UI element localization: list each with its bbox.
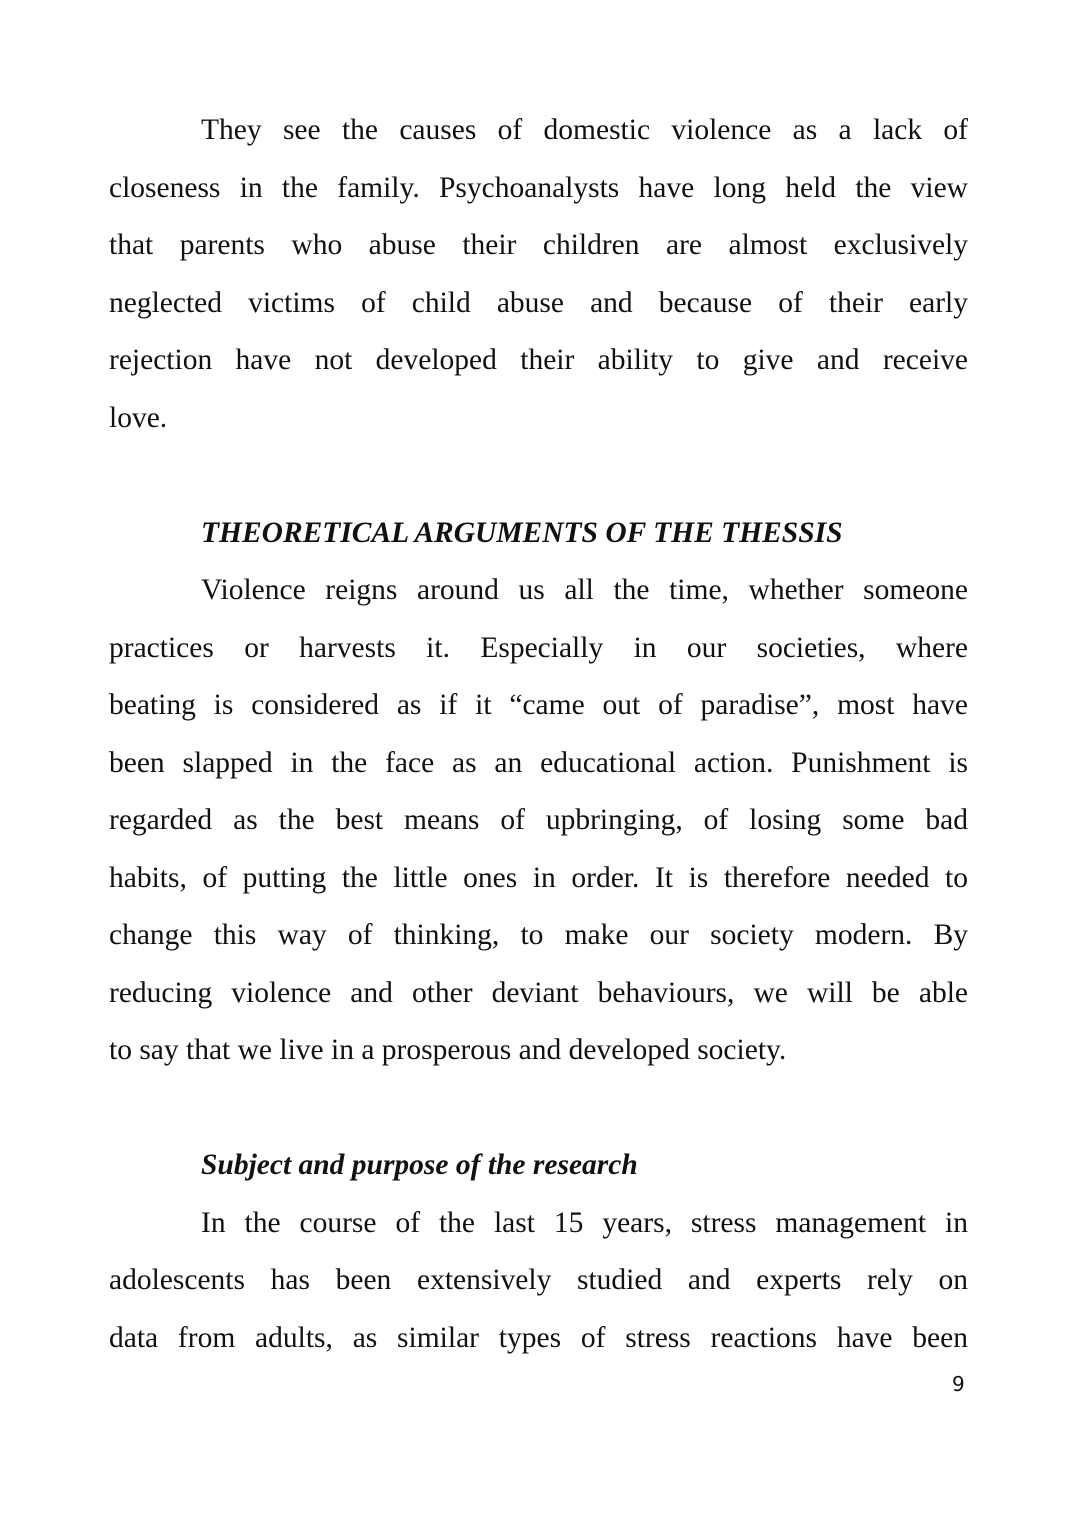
text-line: beating is considered as if it “came out of paradise”, most have (109, 689, 968, 721)
text-line: habits, of putting the little ones in order. It is therefore needed to (109, 861, 968, 894)
text-line: reducing violence and other deviant behaviours, we will be able (109, 976, 968, 1009)
text-line: regarded as the best means of upbringing, of losing some bad (109, 804, 968, 836)
spacer (109, 1089, 968, 1147)
text-line: to say that we live in a prosperous and developed society. (109, 1034, 787, 1066)
paragraph-violence (109, 571, 968, 1089)
text-line: love. (109, 401, 168, 434)
paragraph-causes (109, 111, 968, 456)
text-line: adolescents has been extensively studied and experts rely on (109, 1264, 968, 1296)
paragraph-research (109, 1204, 968, 1377)
text-line: neglected victims of child abuse and because of their early (109, 286, 968, 319)
text-line: been slapped in the face as an educational action. Punishment is (109, 746, 968, 779)
spacer (109, 456, 968, 514)
page-number: 9 (952, 1372, 965, 1396)
text-line: In the course of the last 15 years, stress management in (201, 1206, 968, 1239)
text-line: practices or harvests it. Especially in our societies, where (109, 631, 968, 664)
subsection-heading: Subject and purpose of the research (201, 1149, 638, 1181)
text-line: change this way of thinking, to make our society modern. By (109, 919, 968, 951)
text-line: data from adults, as similar types of stress reactions have been (109, 1321, 968, 1354)
document-page (109, 111, 968, 1376)
section-heading: THEORETICAL ARGUMENTS OF THE THESSIS (201, 516, 843, 549)
text-line: Violence reigns around us all the time, whether someone (201, 574, 968, 606)
text-line: They see the causes of domestic violence as a lack of (201, 114, 968, 146)
text-line: closeness in the family. Psychoanalysts have long held the view (109, 171, 968, 204)
text-line: rejection have not developed their ability to give and receive (109, 344, 968, 376)
text-line: that parents who abuse their children are almost exclusively (109, 229, 968, 261)
